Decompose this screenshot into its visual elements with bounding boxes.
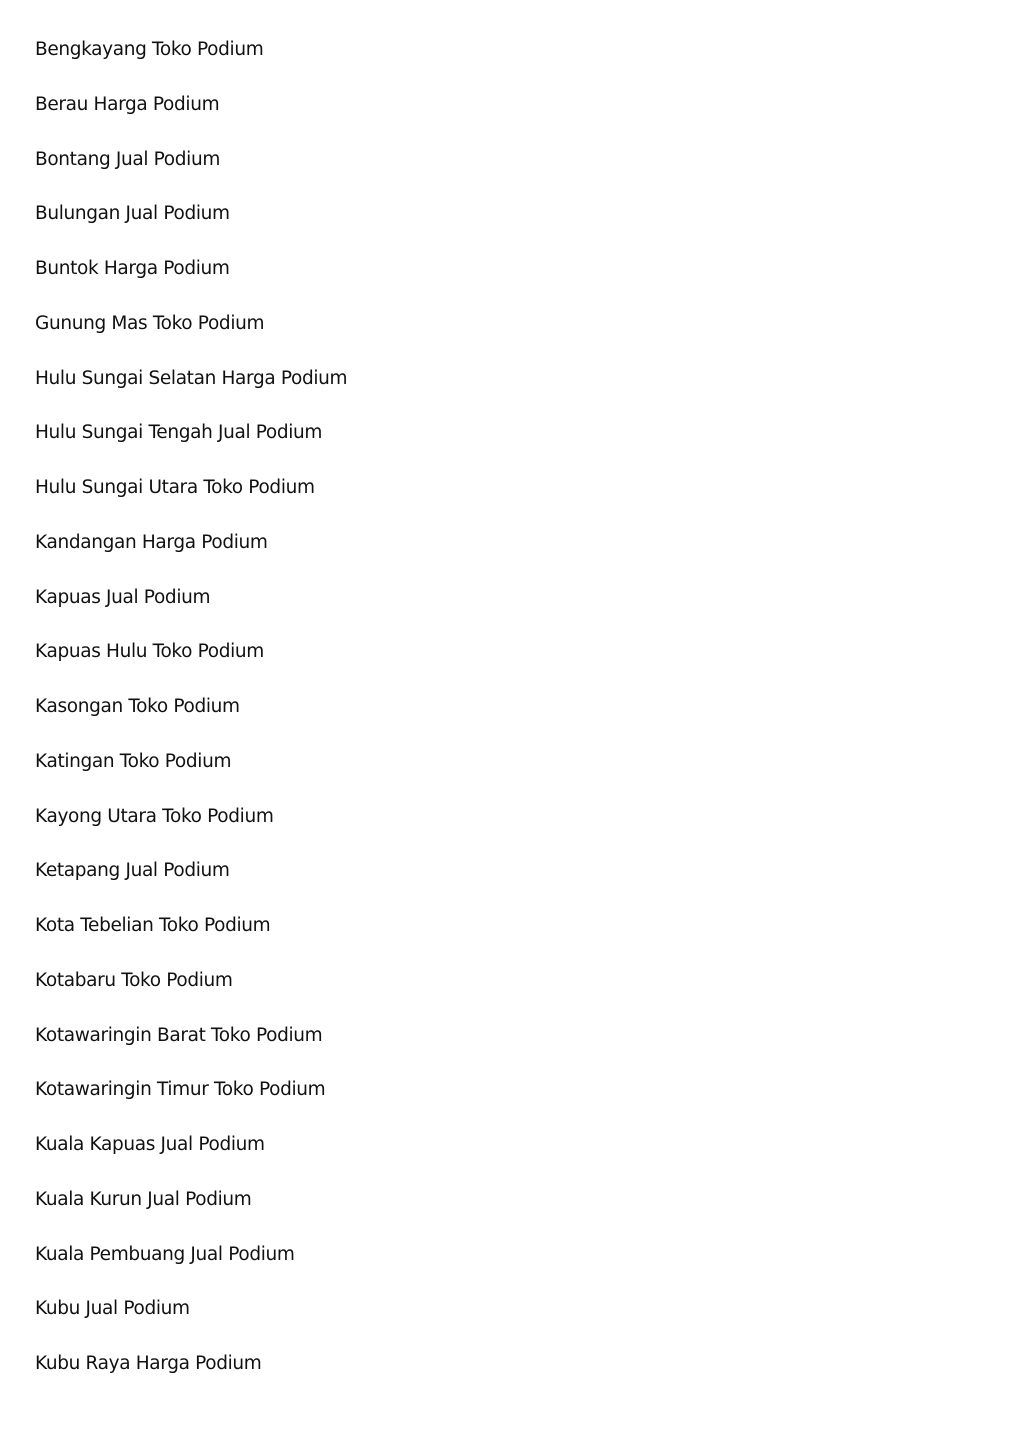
list-item[interactable]: Kandangan Harga Podium <box>35 531 268 553</box>
list-item[interactable]: Ketapang Jual Podium <box>35 860 230 882</box>
list-item[interactable]: Hulu Sungai Selatan Harga Podium <box>35 367 348 389</box>
list-item[interactable]: Kayong Utara Toko Podium <box>35 805 274 827</box>
list-item[interactable]: Gunung Mas Toko Podium <box>35 312 265 334</box>
list-item[interactable]: Kapuas Jual Podium <box>35 586 211 608</box>
list-item[interactable]: Kubu Raya Harga Podium <box>35 1353 262 1374</box>
list-item[interactable]: Kotawaringin Barat Toko Podium <box>35 1024 323 1046</box>
list-item[interactable]: Bulungan Jual Podium <box>35 203 230 225</box>
list-item[interactable]: Kuala Kurun Jual Podium <box>35 1188 252 1210</box>
list-item[interactable]: Buntok Harga Podium <box>35 258 230 279</box>
list-item[interactable]: Bontang Jual Podium <box>35 148 221 170</box>
list-item[interactable]: Kotabaru Toko Podium <box>35 969 233 991</box>
list-item[interactable]: Kotawaringin Timur Toko Podium <box>35 1079 326 1101</box>
list-item[interactable]: Kuala Pembuang Jual Podium <box>35 1243 295 1265</box>
list-item[interactable]: Berau Harga Podium <box>35 93 220 115</box>
location-link-list <box>35 36 347 1405</box>
list-item[interactable]: Kasongan Toko Podium <box>35 696 240 717</box>
list-item[interactable]: Kota Tebelian Toko Podium <box>35 915 271 936</box>
list-item[interactable]: Hulu Sungai Tengah Jual Podium <box>35 422 323 444</box>
list-item[interactable]: Katingan Toko Podium <box>35 750 232 772</box>
list-item[interactable]: Kubu Jual Podium <box>35 1298 190 1320</box>
list-item[interactable]: Kuala Kapuas Jual Podium <box>35 1134 265 1155</box>
list-item[interactable]: Hulu Sungai Utara Toko Podium <box>35 477 315 498</box>
list-item[interactable]: Bengkayang Toko Podium <box>35 39 264 60</box>
list-item[interactable]: Kapuas Hulu Toko Podium <box>35 641 264 663</box>
